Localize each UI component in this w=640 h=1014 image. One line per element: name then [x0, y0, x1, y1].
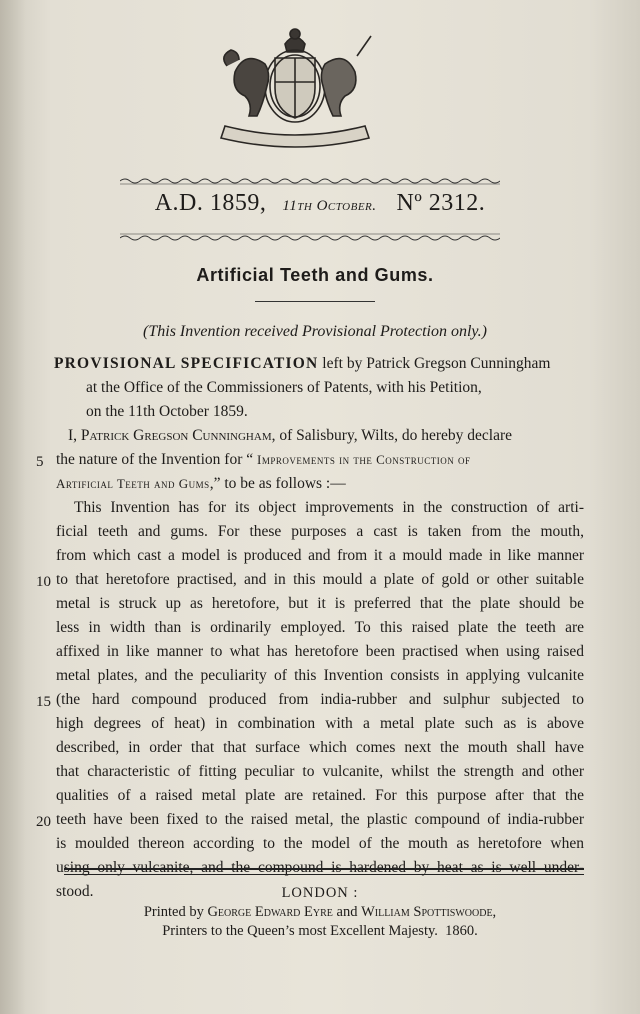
body-line: less in width than is ordinarily employed. To this raised plate the teeth are: [56, 619, 584, 636]
invention-title: Improvements in the Construction of: [257, 452, 471, 467]
line-number: 15: [36, 694, 51, 710]
body-line: metal plates, and the peculiarity of this Invention consists in applying vulcanite: [56, 667, 584, 684]
imprint-year: 1860.: [445, 923, 478, 939]
body-line: qualities of a raised metal plate are retained. For this purpose after that the: [56, 787, 584, 804]
body-line: the nature of the Invention for “ Improvements in the Construction of: [56, 451, 471, 468]
spec-label: PROVISIONAL SPECIFICATION: [54, 355, 319, 372]
line-number: 20: [36, 814, 51, 830]
patent-number: Nº 2312.: [396, 190, 486, 216]
body-line: I, Patrick Gregson Cunningham, of Salisbury, Wilts, do hereby declare: [68, 427, 513, 444]
spec-line-1: left by Patrick Gregson Cunningham: [322, 355, 551, 372]
footer-rule: [64, 868, 584, 875]
body-line: to that heretofore practised, and in this mould a plate of gold or other suitable: [56, 571, 584, 588]
body-line: described, in order that that surface which comes next the mouth shall have: [56, 739, 584, 756]
body-line: affixed in like manner to what has heretofore been practised when using raised: [56, 643, 584, 660]
body-line: from which cast a model is produced and from it a mould made in like manner: [56, 547, 584, 564]
ornamental-rule-bottom: [120, 232, 500, 242]
body-line: ficial teeth and gums. For these purposes a cast is taken from the mouth,: [56, 523, 584, 540]
spec-line-2: at the Office of the Commissioners of Patents, with his Petition,: [86, 379, 482, 396]
body-line: high degrees of heat) in combination with a metal plate such as is above: [56, 715, 584, 732]
body-line: teeth have been fixed to the raised metal, the plastic compound of india-rubber: [56, 811, 584, 828]
body-line: metal is struck up as heretofore, but it is preferred that the plate should be: [56, 595, 584, 612]
royal-coat-of-arms: [205, 22, 385, 152]
imprint-majesty: Printers to the Queen’s most Excellent Majesty. 1860.: [162, 923, 478, 939]
page-edge-shadow: [0, 0, 26, 1014]
printer-imprint: [0, 884, 640, 941]
title-rule: [255, 301, 375, 302]
body-line: is moulded thereon according to the model of the mouth as heretofore when: [56, 835, 584, 852]
imprint-printers: Printed by George Edward Eyre and William Spottiswoode,: [143, 904, 497, 920]
body-line: using only vulcanite, and the compound is hardened by heat as is well under-: [56, 859, 584, 876]
line-number: 5: [36, 454, 44, 470]
imprint-city: LONDON :: [281, 885, 359, 901]
patent-header: [0, 190, 640, 217]
patent-title: Artificial Teeth and Gums.: [196, 265, 434, 285]
printer-name-1: George Edward Eyre: [207, 904, 333, 920]
provisional-specification: [54, 352, 576, 424]
spec-line-3: on the 11th October 1859.: [86, 403, 248, 420]
body-line: This Invention has for its object improvements in the construction of arti-: [74, 499, 584, 516]
year-label: A.D. 1859,: [154, 190, 267, 216]
body-line: Artificial Teeth and Gums,” to be as follows :—: [56, 475, 346, 492]
body-paragraph: [56, 496, 584, 904]
patent-date: 11th October.: [282, 198, 377, 214]
specification-body: [56, 424, 584, 904]
line-number: 10: [36, 574, 51, 590]
body-line: (the hard compound produced from india-rubber and sulphur subjected to: [56, 691, 584, 708]
body-line: stood.: [56, 883, 94, 900]
inventor-name: Patrick Gregson Cunningham: [80, 427, 272, 444]
printer-name-2: William Spottiswoode: [361, 904, 493, 920]
provisional-note: (This Invention received Provisional Protection only.): [143, 323, 487, 340]
body-line: that characteristic of fitting peculiar to vulcanite, whilst the strength and other: [56, 763, 584, 780]
ornamental-rule-top: [120, 176, 500, 186]
invention-title-end: Artificial Teeth and Gums: [56, 476, 210, 491]
